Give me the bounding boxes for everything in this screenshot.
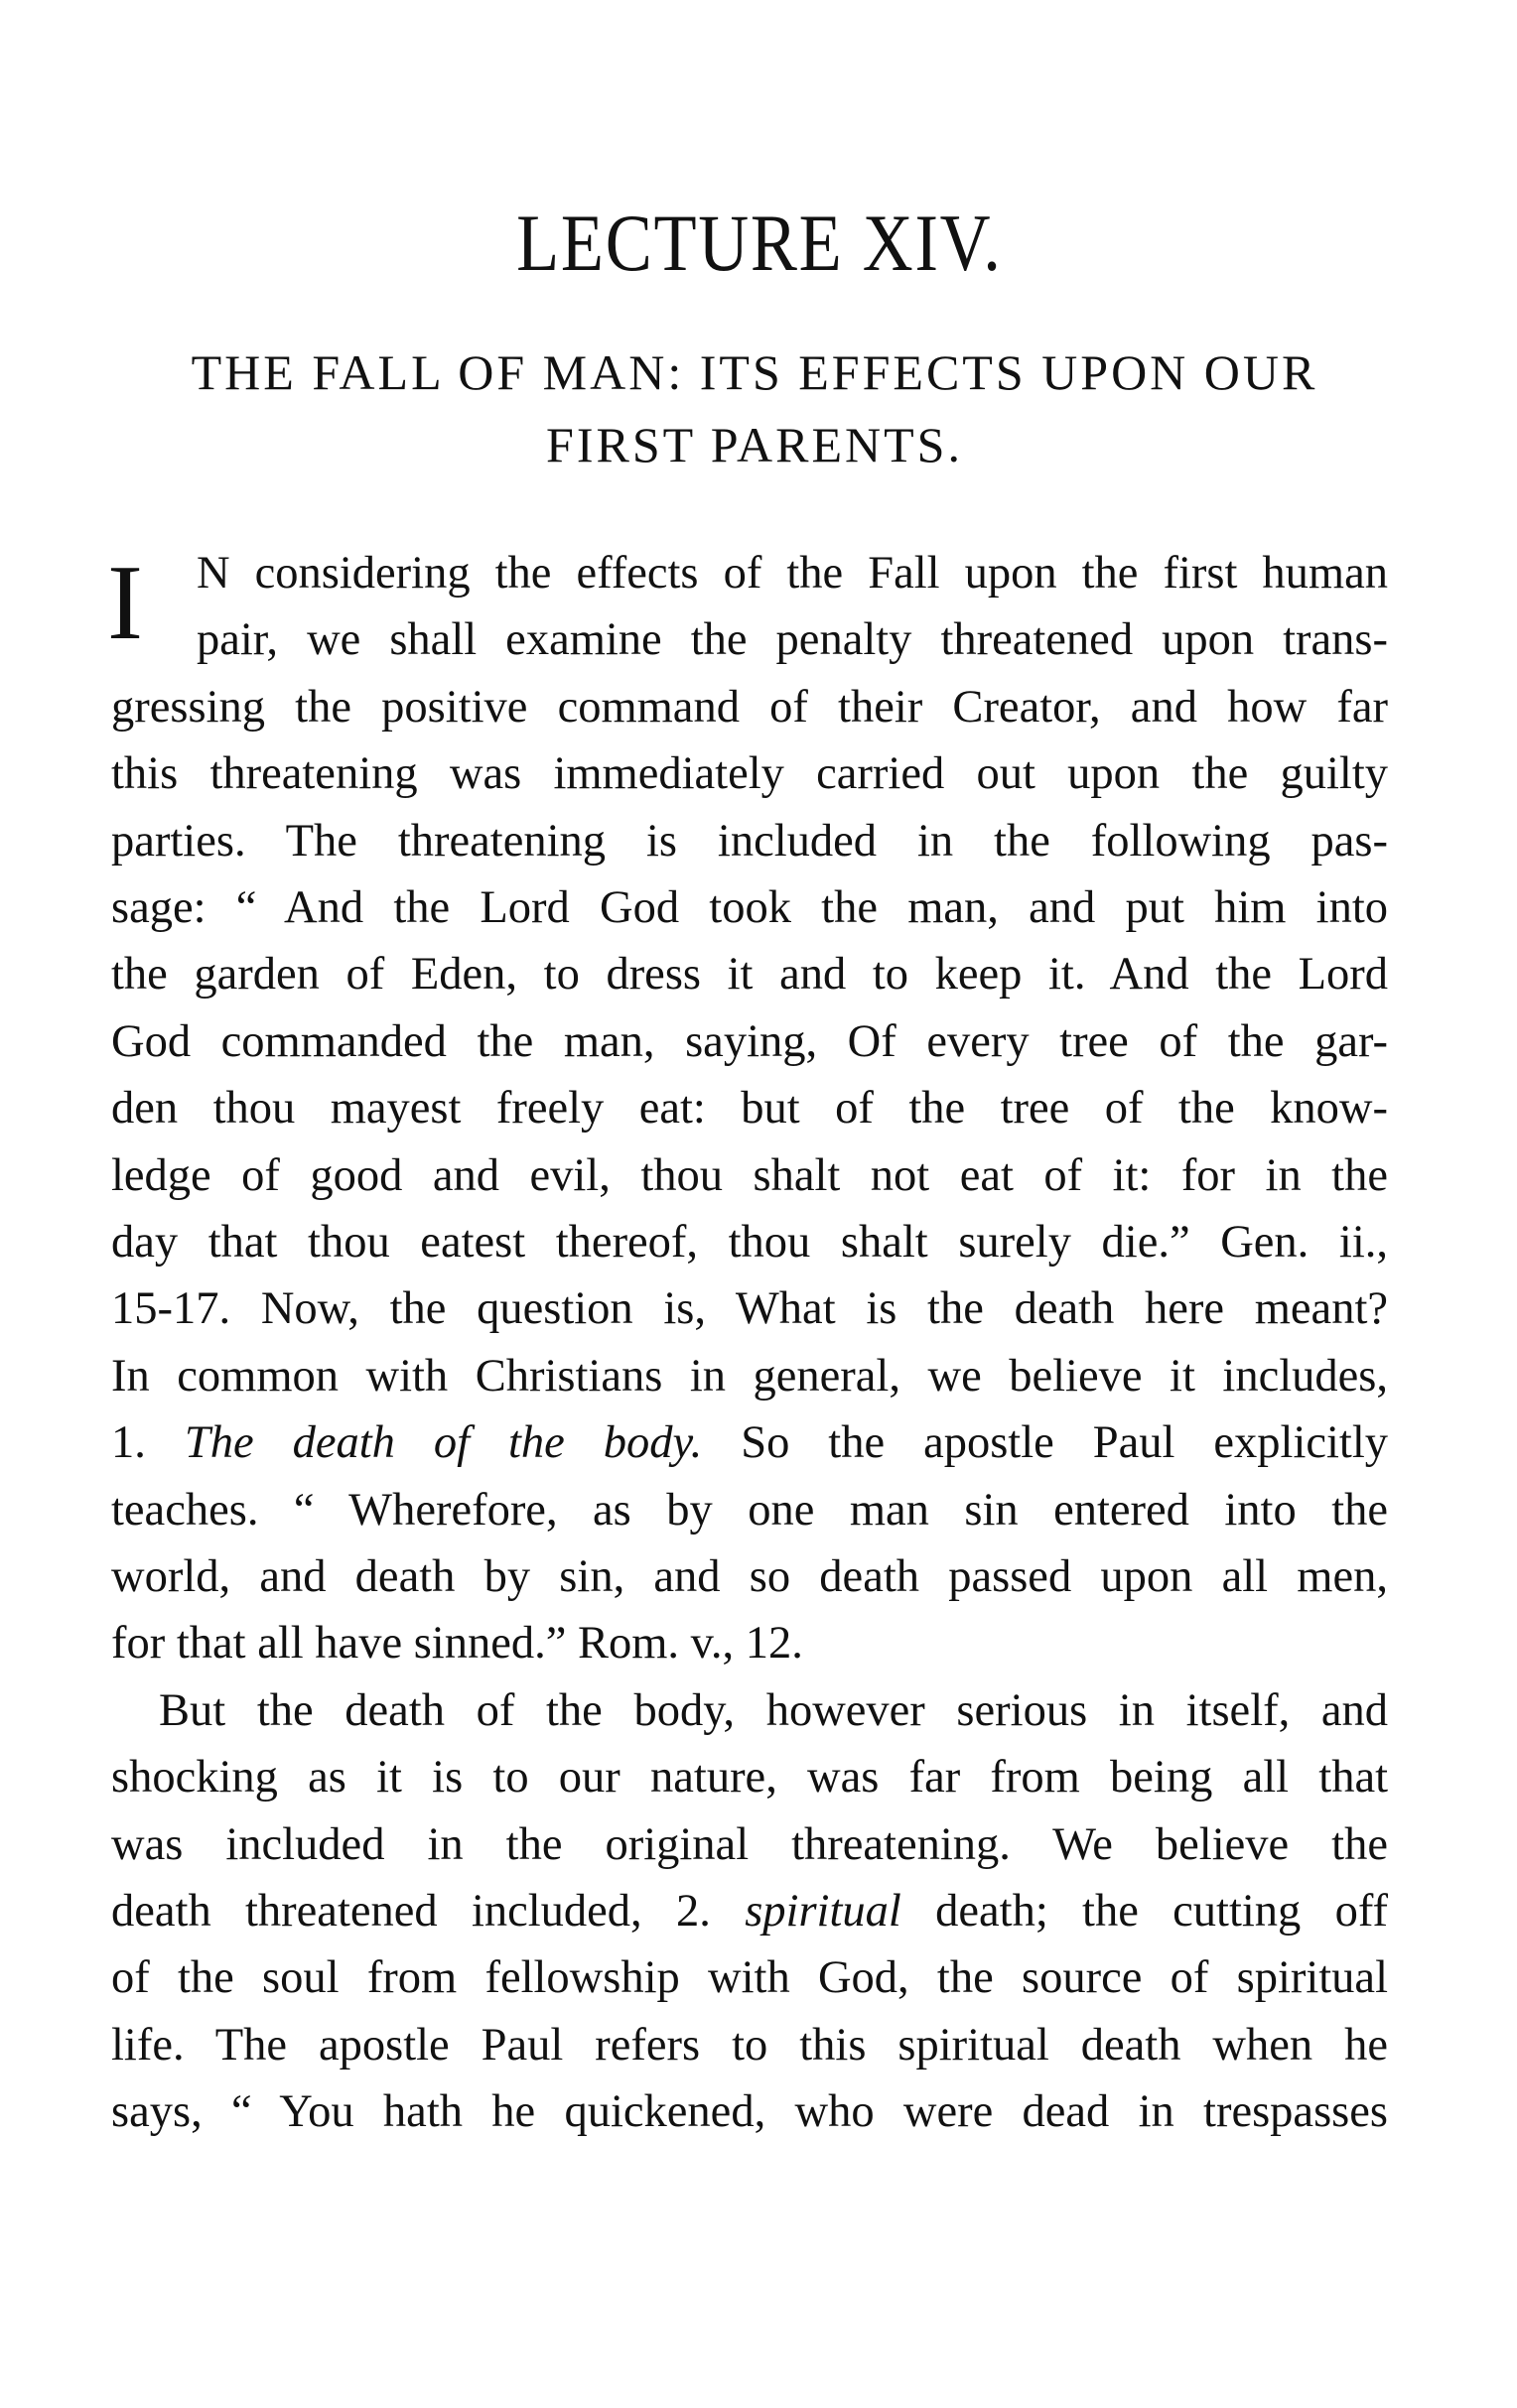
chapter-subtitle-line-2: FIRST PARENTS. (546, 417, 963, 472)
text-line (111, 744, 1388, 804)
text-line (111, 2016, 1388, 2075)
text-line (111, 1948, 1388, 2008)
italic-text: The death of the body. (184, 1417, 703, 1469)
text-line (159, 1681, 1388, 1741)
text-line (111, 878, 1388, 938)
text-segment: 1. (111, 1417, 185, 1469)
text-segment: death; the cutting off (900, 1886, 1388, 1937)
text-line (111, 1279, 1388, 1339)
text-line (111, 1146, 1388, 1206)
text-segment: life. The apostle Paul refers to this spiritual death when he (111, 2019, 1388, 2071)
text-segment: of the soul from fellowship with God, the source of spiritual (111, 1952, 1388, 2004)
text-segment: day that thou eatest thereof, thou shalt surely die.” Gen. ii., (111, 1217, 1388, 1268)
text-segment: gressing the positive command of their Creator, and how far (111, 681, 1388, 733)
text-line (111, 1079, 1388, 1138)
text-segment: the garden of Eden, to dress it and to keep it. And the Lord (111, 949, 1388, 1001)
text-segment: 15-17. Now, the question is, What is the death here meant? (111, 1283, 1388, 1335)
italic-text: spiritual (745, 1886, 901, 1937)
text-segment: pair, we shall examine the penalty threatened upon trans- (197, 614, 1388, 666)
text-line (111, 1748, 1388, 1807)
text-line (111, 1882, 1388, 1941)
text-line (197, 610, 1388, 670)
text-segment: But the death of the body, however serious in itself, and (159, 1684, 1388, 1736)
text-line (111, 1614, 1388, 1673)
text-line (111, 2082, 1388, 2142)
text-segment: sage: “ And the Lord God took the man, and put him into (111, 882, 1388, 933)
drop-cap: I (107, 544, 143, 662)
text-line (111, 1547, 1388, 1607)
text-segment: death threatened included, 2. (111, 1886, 746, 1937)
text-segment: world, and death by sin, and so death passed upon all men, (111, 1551, 1388, 1602)
chapter-subtitle-line-1: THE FALL OF MAN: ITS EFFECTS UPON OUR (191, 344, 1318, 400)
text-segment: shocking as it is to our nature, was far from being all that (111, 1752, 1388, 1804)
text-segment: ledge of good and evil, thou shalt not eat of it: for in the (111, 1149, 1388, 1201)
text-segment: was included in the original threatening. We believe the (111, 1818, 1388, 1870)
text-segment: So the apostle Paul explicitly (702, 1417, 1389, 1469)
text-segment: parties. The threatening is included in the following pas- (111, 815, 1388, 867)
text-line (111, 1413, 1388, 1473)
text-line (111, 678, 1388, 737)
text-line (111, 1815, 1388, 1875)
text-line (111, 1213, 1388, 1272)
text-segment: for that all have sinned.” Rom. v., 12. (111, 1618, 803, 1670)
text-line (111, 1012, 1388, 1072)
text-line (111, 1347, 1388, 1406)
text-line (111, 1481, 1388, 1540)
text-segment: den thou mayest freely eat: but of the tree of the know- (111, 1083, 1388, 1135)
text-segment: God commanded the man, saying, Of every tree of the gar- (111, 1015, 1388, 1067)
lecture-title: LECTURE XIV. (516, 198, 1003, 288)
text-line (197, 544, 1388, 603)
text-segment: teaches. “ Wherefore, as by one man sin entered into the (111, 1484, 1388, 1536)
text-segment: this threatening was immediately carried out upon the guilty (111, 748, 1388, 800)
text-line (111, 945, 1388, 1004)
text-segment: N considering the effects of the Fall upon the first human (197, 548, 1388, 599)
text-line (111, 812, 1388, 871)
text-segment: In common with Christians in general, we believe it includes, (111, 1350, 1388, 1402)
text-segment: says, “ You hath he quickened, who were dead in trespasses (111, 2086, 1388, 2138)
